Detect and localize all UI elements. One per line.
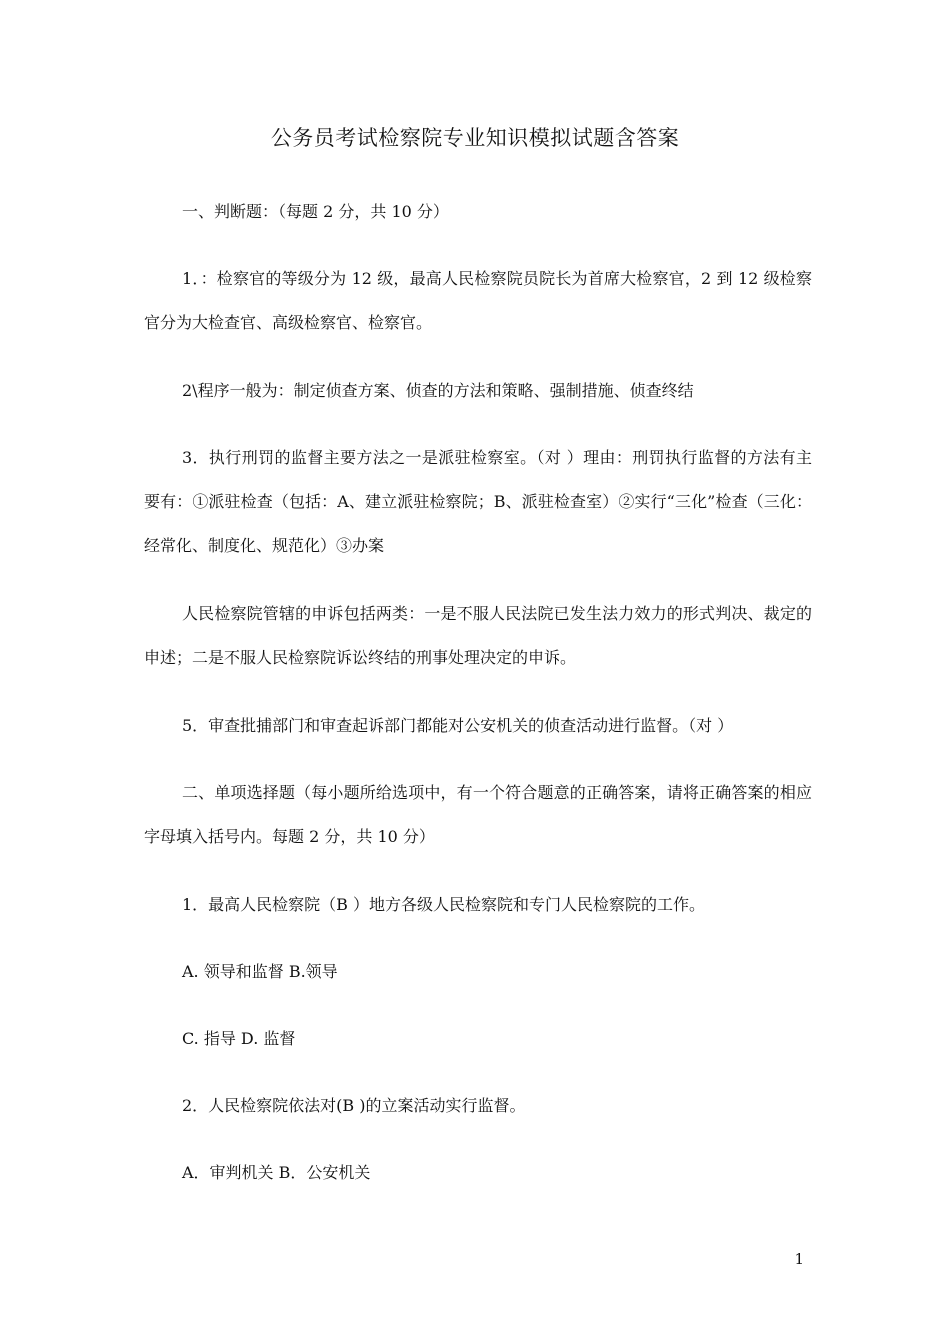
document-title: 公务员考试检察院专业知识模拟试题含答案	[270, 126, 680, 150]
answer-options: C. 指导 D. 监督	[182, 1029, 296, 1048]
section-heading-true-false: 一、判断题：（每题 2 分，共 10 分）	[182, 202, 449, 221]
question-paragraph: 2\程序一般为：制定侦查方案、侦查的方法和策略、强制措施、侦查终结	[182, 381, 694, 400]
question-paragraph: 2．人民检察院依法对(B )的立案活动实行监督。	[182, 1096, 526, 1115]
question-paragraph: 3．执行刑罚的监督主要方法之一是派驻检察室。（对 ）理由：刑罚执行监督的方法有主要有：①派驻检查（包括：A、建立派驻检察院；B、派驻检查室）②实行“三化”检查（三化：经常化、制度化、规范化）③办案	[144, 448, 812, 555]
document-body	[144, 197, 812, 1225]
answer-options: A. 领导和监督 B.领导	[182, 962, 338, 981]
question-paragraph: 5．审查批捕部门和审查起诉部门都能对公安机关的侦查活动进行监督。（对 ）	[182, 716, 734, 735]
page-number: 1	[794, 1250, 804, 1268]
question-paragraph: 人民检察院管辖的申诉包括两类：一是不服人民法院已发生法力效力的形式判决、裁定的申述；二是不服人民检察院诉讼终结的刑事处理决定的申诉。	[144, 604, 812, 667]
section-heading-single-choice: 二、单项选择题（每小题所给选项中，有一个符合题意的正确答案，请将正确答案的相应字母填入括号内。每题 2 分，共 10 分）	[144, 783, 812, 846]
question-paragraph: 1．：检察官的等级分为 12 级，最高人民检察院员院长为首席大检察官，2 到 12 级检察官分为大检查官、高级检察官、检察官。	[144, 269, 812, 332]
question-paragraph: 1．最高人民检察院（B ）地方各级人民检察院和专门人民检察院的工作。	[182, 895, 706, 914]
answer-options: A．审判机关 B．公安机关	[182, 1163, 371, 1182]
